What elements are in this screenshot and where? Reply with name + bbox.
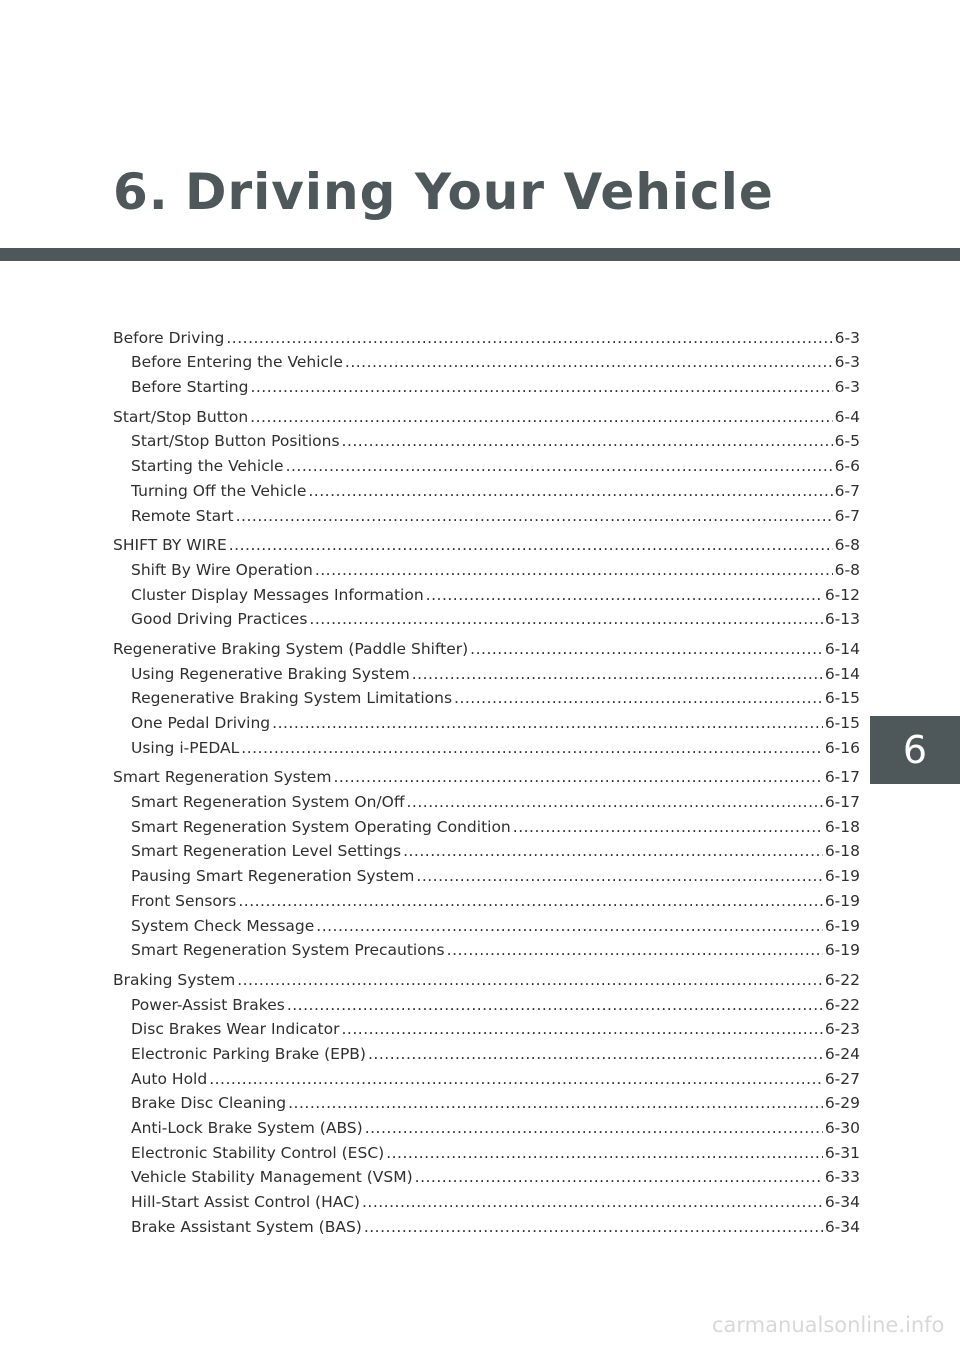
dot-leader (226, 329, 832, 347)
dot-leader (229, 536, 833, 554)
dot-leader (407, 793, 823, 811)
dot-leader (368, 1045, 823, 1063)
toc-page-number: 6-8 (834, 560, 860, 579)
toc-subentry[interactable] (113, 500, 860, 525)
toc-subentry[interactable] (113, 1162, 860, 1187)
toc-entry-title: Brake Disc Cleaning (131, 1094, 287, 1113)
toc-page-number: 6-18 (824, 842, 860, 861)
dot-leader (341, 1020, 822, 1038)
toc-subentry[interactable] (113, 475, 860, 500)
dot-leader (209, 1070, 823, 1088)
toc-entry-title: Start/Stop Button Positions (131, 432, 340, 451)
dot-leader (309, 610, 822, 628)
toc-subentry[interactable] (113, 1063, 860, 1088)
toc-entry-title: Smart Regeneration System (113, 768, 332, 787)
watermark: carmanualsonline.info (712, 1313, 945, 1337)
dot-leader (342, 432, 833, 450)
table-of-contents (113, 322, 860, 1241)
dot-leader (241, 739, 823, 757)
toc-page-number: 6-34 (824, 1193, 860, 1212)
toc-page-number: 6-19 (824, 941, 860, 960)
toc-page-number: 6-15 (824, 689, 860, 708)
toc-subentry[interactable] (113, 707, 860, 732)
toc-entry-title: Using i-PEDAL (131, 738, 240, 757)
toc-entry-title: Before Driving (113, 328, 225, 347)
toc-entry-title: Cluster Display Messages Information (131, 585, 424, 604)
toc-page-number: 6-27 (824, 1069, 860, 1088)
toc-subentry[interactable] (113, 371, 860, 396)
toc-entry-title: Auto Hold (131, 1069, 208, 1088)
dot-leader (250, 408, 833, 426)
toc-page-number: 6-7 (834, 506, 860, 525)
dot-leader (386, 1144, 823, 1162)
toc-entry-title: Regenerative Braking System Limitations (131, 689, 453, 708)
toc-entry-title: Front Sensors (131, 891, 237, 910)
toc-subentry[interactable] (113, 732, 860, 757)
toc-section (113, 633, 860, 756)
toc-section (113, 964, 860, 1236)
heading-divider (0, 248, 960, 261)
toc-subentry[interactable] (113, 1211, 860, 1236)
toc-page-number: 6-12 (824, 585, 860, 604)
dot-leader (365, 1119, 823, 1137)
toc-subentry[interactable] (113, 989, 860, 1014)
toc-page-number: 6-6 (834, 457, 860, 476)
dot-leader (237, 971, 823, 989)
toc-entry-title: Vehicle Stability Management (VSM) (131, 1168, 413, 1187)
toc-page-number: 6-16 (824, 738, 860, 757)
toc-subentry[interactable] (113, 1137, 860, 1162)
toc-page-number: 6-22 (824, 995, 860, 1014)
toc-subentry[interactable] (113, 658, 860, 683)
toc-page-number: 6-3 (834, 328, 860, 347)
toc-entry-title: Before Entering the Vehicle (131, 353, 343, 372)
toc-entry-title: Smart Regeneration System On/Off (131, 793, 405, 812)
dot-leader (415, 1168, 823, 1186)
toc-entry[interactable] (113, 762, 860, 787)
toc-subentry[interactable] (113, 579, 860, 604)
toc-entry-title: Disc Brakes Wear Indicator (131, 1020, 340, 1039)
toc-entry-title: Anti-Lock Brake System (ABS) (131, 1119, 363, 1137)
toc-entry-title: Regenerative Braking System (Paddle Shifter) (113, 639, 469, 658)
dot-leader (470, 640, 823, 658)
dot-leader (333, 768, 822, 786)
toc-subentry[interactable] (113, 860, 860, 885)
toc-page-number: 6-13 (824, 610, 860, 629)
chapter-heading (113, 162, 774, 222)
toc-entry-title: Using Regenerative Braking System (131, 664, 410, 683)
toc-page-number: 6-5 (834, 432, 860, 451)
toc-section (113, 762, 860, 960)
toc-page-number: 6-14 (824, 664, 860, 683)
toc-subentry[interactable] (113, 683, 860, 708)
toc-section (113, 401, 860, 524)
toc-page-number: 6-18 (824, 817, 860, 836)
dot-leader (403, 842, 823, 860)
toc-entry-title: Braking System (113, 970, 236, 989)
toc-subentry[interactable] (113, 450, 860, 475)
toc-entry-title: Turning Off the Vehicle (131, 481, 307, 500)
dot-leader (238, 892, 822, 910)
toc-page-number: 6-3 (834, 353, 860, 372)
toc-page-number: 6-8 (834, 536, 860, 555)
toc-entry-title: Smart Regeneration System Operating Condition (131, 817, 511, 836)
toc-entry[interactable] (113, 633, 860, 658)
toc-entry-title: One Pedal Driving (131, 714, 271, 732)
toc-subentry[interactable] (113, 1088, 860, 1113)
toc-page-number: 6-24 (824, 1044, 860, 1063)
toc-page-number: 6-19 (824, 891, 860, 910)
toc-subentry[interactable] (113, 786, 860, 811)
dot-leader (272, 714, 823, 732)
toc-page-number: 6-17 (824, 768, 860, 787)
toc-section (113, 322, 860, 396)
toc-subentry[interactable] (113, 347, 860, 372)
toc-entry-title: Starting the Vehicle (131, 457, 284, 476)
toc-entry-title: Pausing Smart Regeneration System (131, 867, 415, 886)
chapter-tab[interactable]: 6 (870, 716, 960, 784)
toc-page-number: 6-14 (824, 639, 860, 658)
toc-entry-title: Shift By Wire Operation (131, 560, 313, 579)
toc-entry-title: Good Driving Practices (131, 610, 308, 629)
toc-section (113, 530, 860, 629)
toc-page-number: 6-15 (824, 714, 860, 732)
dot-leader (236, 507, 833, 525)
dot-leader (287, 996, 823, 1014)
dot-leader (416, 867, 822, 885)
toc-subentry[interactable] (113, 1186, 860, 1211)
dot-leader (286, 457, 833, 475)
toc-entry-title: Power-Assist Brakes (131, 995, 285, 1014)
toc-entry-title: SHIFT BY WIRE (113, 536, 227, 555)
toc-page-number: 6-33 (824, 1168, 860, 1187)
toc-subentry[interactable] (113, 935, 860, 960)
toc-subentry[interactable] (113, 554, 860, 579)
dot-leader (447, 941, 823, 959)
dot-leader (315, 561, 833, 579)
toc-page-number: 6-22 (824, 970, 860, 989)
toc-page-number: 6-4 (834, 407, 860, 426)
dot-leader (308, 482, 832, 500)
dot-leader (345, 353, 833, 371)
dot-leader (412, 665, 823, 683)
toc-entry[interactable] (113, 401, 860, 426)
toc-entry-title: Start/Stop Button (113, 407, 249, 426)
dot-leader (454, 689, 823, 707)
toc-entry[interactable] (113, 530, 860, 555)
toc-page-number: 6-17 (824, 793, 860, 812)
toc-subentry[interactable] (113, 811, 860, 836)
toc-entry[interactable] (113, 964, 860, 989)
toc-subentry[interactable] (113, 1038, 860, 1063)
toc-entry[interactable] (113, 322, 860, 347)
toc-page-number: 6-19 (824, 916, 860, 935)
dot-leader (288, 1094, 823, 1112)
toc-entry-title: Smart Regeneration Level Settings (131, 842, 402, 861)
toc-subentry[interactable] (113, 426, 860, 451)
dot-leader (426, 586, 823, 604)
toc-entry-title: Before Starting (131, 378, 249, 397)
toc-page-number: 6-34 (824, 1217, 860, 1236)
toc-page-number: 6-29 (824, 1094, 860, 1113)
toc-page-number: 6-19 (824, 867, 860, 886)
dot-leader (250, 378, 832, 396)
toc-entry-title: System Check Message (131, 916, 315, 935)
toc-subentry[interactable] (113, 910, 860, 935)
dot-leader (362, 1193, 823, 1211)
toc-page-number: 6-7 (834, 481, 860, 500)
toc-page-number: 6-31 (824, 1143, 860, 1162)
chapter-title: Driving Your Vehicle (185, 163, 774, 221)
toc-entry-title: Remote Start (131, 506, 234, 525)
toc-subentry[interactable] (113, 604, 860, 629)
toc-entry-title: Brake Assistant System (BAS) (131, 1217, 362, 1236)
toc-page-number: 6-30 (824, 1119, 860, 1137)
toc-entry-title: Electronic Parking Brake (EPB) (131, 1044, 366, 1063)
dot-leader (513, 818, 823, 836)
toc-entry-title: Electronic Stability Control (ESC) (131, 1143, 385, 1162)
toc-subentry[interactable] (113, 1014, 860, 1039)
dot-leader (316, 917, 823, 935)
toc-subentry[interactable] (113, 885, 860, 910)
toc-entry-title: Hill-Start Assist Control (HAC) (131, 1193, 360, 1212)
toc-subentry[interactable] (113, 1112, 860, 1137)
toc-page-number: 6-23 (824, 1020, 860, 1039)
chapter-number: 6. (113, 163, 169, 221)
toc-entry-title: Smart Regeneration System Precautions (131, 941, 445, 960)
toc-page-number: 6-3 (834, 378, 860, 397)
toc-subentry[interactable] (113, 836, 860, 861)
dot-leader (364, 1218, 823, 1236)
